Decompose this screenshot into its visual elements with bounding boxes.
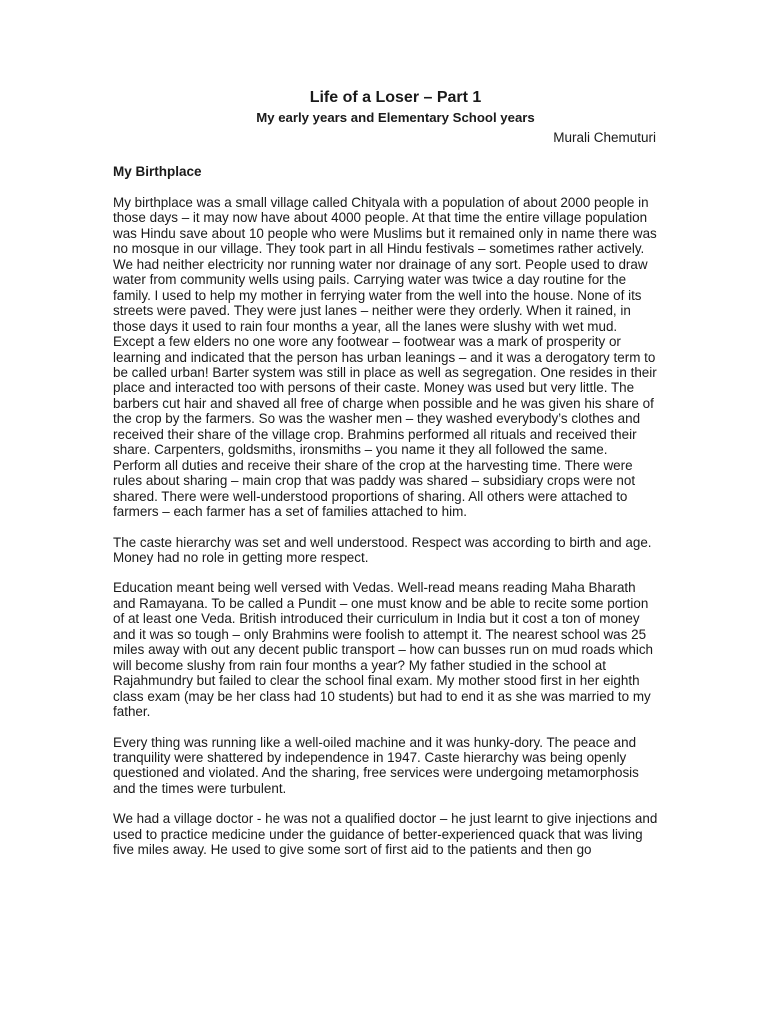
paragraph: My birthplace was a small village called Chityala with a population of about 2000 people in those days – it may now have about 4000 people. At that time the entire village population was Hindu save about 10 people who were Muslims but it remained only in name there was no mosque in our village. They took part in all Hindu festivals – sometimes rather actively. We had neither electricity nor running water nor drainage of any sort. People used to draw water from community wells using pails. Carrying water was twice a day routine for the family. I used to help my mother in ferrying water from the well into the house. None of its streets were paved. They were just lanes – neither were they orderly. When it rained, in those days it used to rain four months a year, all the lanes were slushy with wet mud. Except a few elders no one wore any footwear – footwear was a mark of prosperity or learning and indicated that the person has urban leanings – and it was a derogatory term to be called urban! Barter system was still in place as well as segregation. One resides in their place and interacted too with persons of their caste. Money was used but very little. The barbers cut hair and shaved all free of charge when possible and he was given his share of the crop by the farmers. So was the washer men – they washed everybody’s clothes and received their share of the village crop. Brahmins performed all rituals and received their share. Carpenters, goldsmiths, ironsmiths – you name it they all followed the same. Perform all duties and receive their share of the crop at the harvesting time. There were rules about sharing – main crop that was paddy was shared – subsidiary crops were not shared. There were well-understood proportions of sharing. All others were attached to farmers – each farmer has a set of families attached to him.: [113, 195, 657, 520]
paragraph: The caste hierarchy was set and well understood. Respect was according to birth and age. Money had no role in getting more respect.: [113, 534, 652, 565]
paragraph: Every thing was running like a well-oiled machine and it was hunky-dory. The peace and tranquility were shattered by independence in 1947. Caste hierarchy was being openly questioned and violated. And the sharing, free services were undergoing metamorphosis and the times were turbulent.: [113, 734, 639, 796]
section-heading: My Birthplace: [113, 164, 202, 179]
paragraph: Education meant being well versed with Vedas. Well-read means reading Maha Bharath and Ramayana. To be called a Pundit – one must know and be able to recite some portion of at least one Veda. British introduced their curriculum in India but it cost a ton of money and it was so tough – only Brahmins were foolish to attempt it. The nearest school was 25 miles away with out any decent public transport – how can busses run on mud roads which will become slushy from rain four months a year? My father studied in the school at Rajahmundry but failed to clear the school final exam. My mother stood first in her eighth class exam (may be her class had 10 students) but had to end it as she was married to my father.: [113, 580, 654, 720]
document-page: [113, 88, 658, 858]
author-name: Murali Chemuturi: [553, 130, 656, 145]
document-title: Life of a Loser – Part 1: [309, 89, 482, 106]
document-subtitle: My early years and Elementary School years: [256, 110, 535, 125]
paragraph: We had a village doctor - he was not a qualified doctor – he just learnt to give injections and used to practice medicine under the guidance of better-experienced quack that was living five miles away. He used to give some sort of first aid to the patients and then go: [113, 811, 658, 858]
